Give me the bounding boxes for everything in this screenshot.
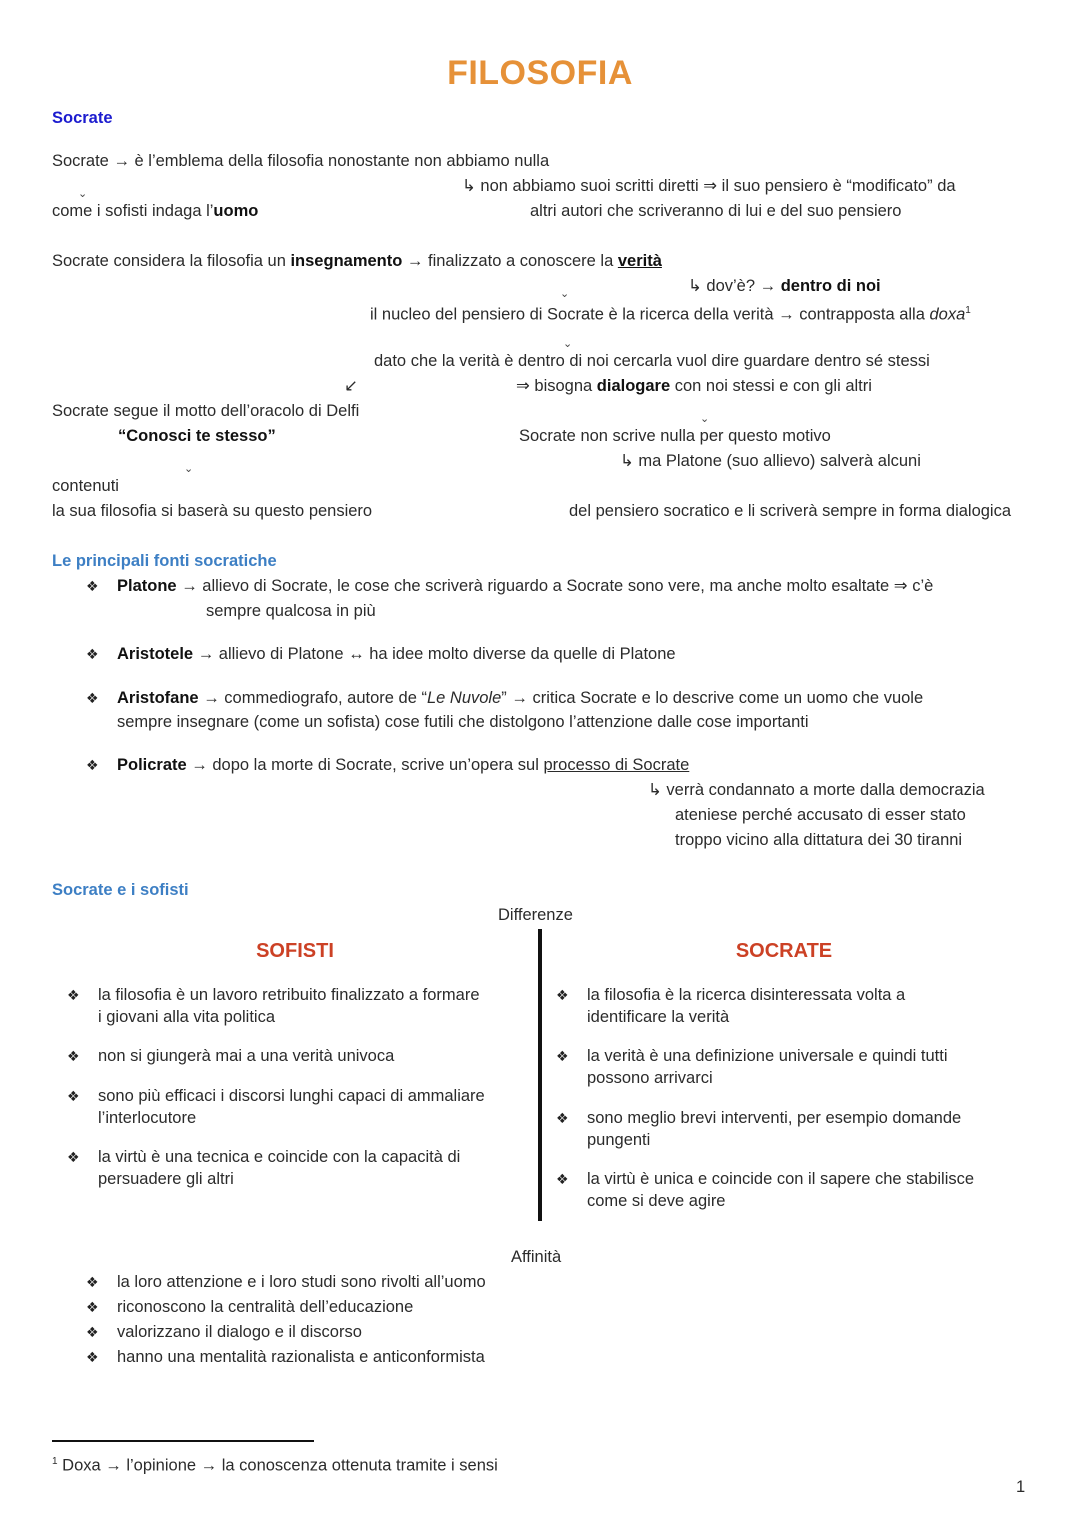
bullet-icon: ❖ [86, 578, 99, 594]
page-number: 1 [1016, 1478, 1026, 1496]
list-item: Platone → allievo di Socrate, le cose che scriverà riguardo a Socrate sono vere, ma anche molto esaltate ⇒ c’è [117, 577, 934, 595]
socrate-item: possono arrivarci [587, 1069, 713, 1087]
list-item-continuation: ateniese perché accusato di esser stato [675, 806, 966, 824]
bullet-icon: ❖ [86, 757, 99, 773]
section-heading-fonti: Le principali fonti socratiche [52, 552, 277, 570]
affinita-item: la loro attenzione e i loro studi sono rivolti all’uomo [117, 1273, 486, 1291]
page-title: FILOSOFIA [447, 54, 633, 92]
bullet-icon: ❖ [86, 1299, 99, 1315]
text-line: come i sofisti indaga l’uomo [52, 202, 259, 220]
socrate-item: sono meglio brevi interventi, per esempio domande [587, 1109, 962, 1127]
differenze-label: Differenze [498, 906, 573, 924]
text-line: del pensiero socratico e li scriverà sempre in forma dialogica [569, 502, 1012, 520]
sofisti-title: SOFISTI [256, 940, 334, 962]
text-line: ↳ ma Platone (suo allievo) salverà alcuni [620, 452, 921, 470]
arrow-down-icon: ⌄ [184, 463, 194, 475]
text-line: Socrate considera la filosofia un insegnamento → finalizzato a conoscere la verità [52, 252, 662, 270]
text-line: il nucleo del pensiero di Socrate è la ricerca della verità → contrapposta alla doxa$^1$ [370, 305, 971, 324]
section-heading-sofisti: Socrate e i sofisti [52, 881, 189, 899]
text-line: ↳ dov’è? → dentro di noi [688, 277, 881, 295]
list-item: Aristotele → allievo di Platone ↔ ha idee molto diverse da quelle di Platone [117, 645, 676, 663]
list-item-continuation: ↳ verrà condannato a morte dalla democrazia [648, 781, 985, 799]
bullet-icon: ❖ [556, 1110, 569, 1126]
sofisti-item: la filosofia è un lavoro retribuito finalizzato a formare [98, 986, 480, 1004]
text-line: ⇒ bisogna dialogare con noi stessi e con gli altri [516, 377, 872, 395]
text-line: Socrate → è l’emblema della filosofia nonostante non abbiamo nulla [52, 152, 550, 170]
bullet-icon: ❖ [86, 646, 99, 662]
section-heading-socrate: Socrate [52, 109, 113, 127]
bullet-icon: ❖ [67, 1048, 80, 1064]
sofisti-item: sono più efficaci i discorsi lunghi capaci di ammaliare [98, 1087, 485, 1105]
bullet-icon: ❖ [86, 1274, 99, 1290]
bullet-icon: ❖ [67, 1149, 80, 1165]
affinita-item: hanno una mentalità razionalista e anticonformista [117, 1348, 485, 1366]
text-line: Socrate non scrive nulla per questo motivo [519, 427, 831, 445]
bullet-icon: ❖ [86, 1324, 99, 1340]
sofisti-item: non si giungerà mai a una verità univoca [98, 1047, 395, 1065]
affinita-item: valorizzano il dialogo e il discorso [117, 1323, 362, 1341]
arrow-down-icon: ⌄ [78, 188, 88, 200]
socrate-item: come si deve agire [587, 1192, 726, 1210]
bullet-icon: ❖ [86, 1349, 99, 1365]
arrow-southwest-icon: ↙ [344, 377, 358, 395]
text-line: dato che la verità è dentro di noi cercarla vuol dire guardare dentro sé stessi [374, 352, 930, 370]
text-line: la sua filosofia si baserà su questo pensiero [52, 502, 373, 520]
affinita-item: riconoscono la centralità dell’educazione [117, 1298, 414, 1316]
bullet-icon: ❖ [556, 1048, 569, 1064]
list-item: Policrate → dopo la morte di Socrate, scrive un’opera sul processo di Socrate [117, 756, 690, 774]
bullet-icon: ❖ [67, 1088, 80, 1104]
bullet-icon: ❖ [556, 1171, 569, 1187]
bullet-icon: ❖ [86, 690, 99, 706]
footnote-separator [52, 1440, 314, 1442]
list-item-continuation: troppo vicino alla dittatura dei 30 tiranni [675, 831, 963, 849]
motto-quote: “Conosci te stesso” [118, 427, 276, 445]
list-item: Aristofane → commediografo, autore de “Le Nuvole” → critica Socrate e lo descrive come un uomo che vuole [117, 689, 924, 707]
sofisti-item: la virtù è una tecnica e coincide con la capacità di [98, 1148, 461, 1166]
text-line: ↳ non abbiamo suoi scritti diretti ⇒ il suo pensiero è “modificato” da [462, 177, 956, 195]
bullet-icon: ❖ [67, 987, 80, 1003]
socrate-item: pungenti [587, 1131, 651, 1149]
sofisti-item: l’interlocutore [98, 1109, 197, 1127]
arrow-down-icon: ⌄ [563, 338, 573, 350]
socrate-item: la filosofia è la ricerca disinteressata volta a [587, 986, 906, 1004]
bullet-icon: ❖ [556, 987, 569, 1003]
list-item-continuation: sempre insegnare (come un sofista) cose futili che distolgono l’attenzione dalle cose importanti [117, 713, 809, 731]
text-line: contenuti [52, 477, 119, 495]
text-line: altri autori che scriveranno di lui e del suo pensiero [530, 202, 902, 220]
footnote: $^1$ Doxa → l’opinione → la conoscenza ottenuta tramite i sensi [52, 1456, 498, 1475]
sofisti-item: persuadere gli altri [98, 1170, 234, 1188]
column-divider [538, 929, 542, 1221]
socrate-item: identificare la verità [587, 1008, 730, 1026]
arrow-down-icon: ⌄ [700, 413, 710, 425]
text-line: Socrate segue il motto dell’oracolo di Delfi [52, 402, 360, 420]
affinita-label: Affinità [511, 1248, 562, 1266]
socrate-item: la virtù è unica e coincide con il sapere che stabilisce [587, 1170, 975, 1188]
sofisti-item: i giovani alla vita politica [98, 1008, 276, 1026]
list-item-continuation: sempre qualcosa in più [206, 602, 376, 620]
socrate-title: SOCRATE [735, 940, 833, 962]
arrow-down-icon: ⌄ [560, 288, 570, 300]
socrate-item: la verità è una definizione universale e quindi tutti [587, 1047, 948, 1065]
